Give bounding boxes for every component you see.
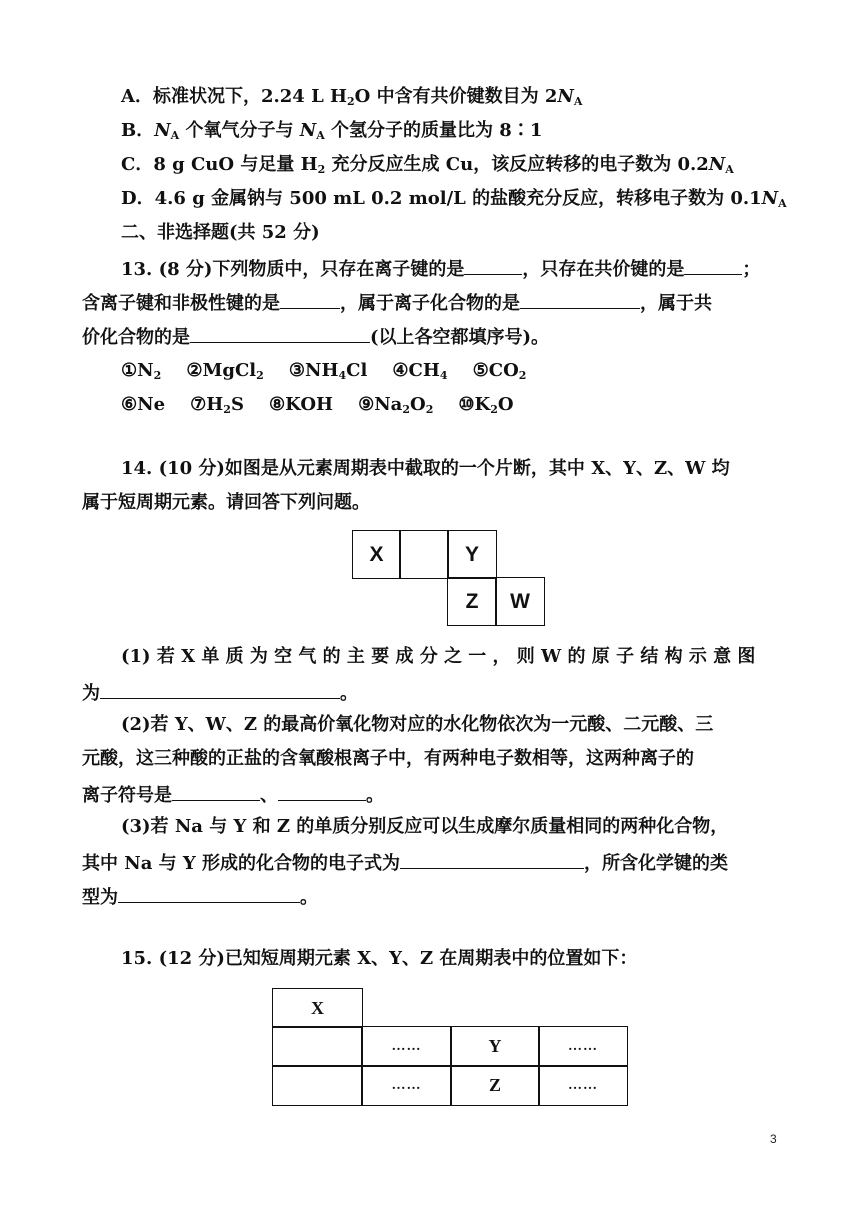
cell-dots: …… — [538, 1026, 628, 1067]
q14-part3-line1: (3)若 Na 与 Y 和 Z 的单质分别反应可以生成摩尔质量相同的两种化合物， — [121, 816, 729, 837]
q13-blank-3[interactable] — [280, 288, 340, 309]
q13-item: $③NH_4Cl$ — [288, 360, 368, 382]
q13-item: $⑩K_2O$ — [458, 394, 514, 416]
q13-line1: 13. (8 分)下列物质中，只存在离子键的是 ，只存在共价键的是 ； — [121, 254, 760, 283]
q14-blank-3[interactable] — [278, 780, 366, 801]
q14-part2-line3: 离子符号是 、 。 — [82, 780, 384, 809]
cell-dots: …… — [361, 1065, 452, 1106]
cell-x: X — [272, 988, 363, 1028]
option-a: A．标准状况下，2.24 L $H_2O$ 中含有共价键数目为 $2N_A$ — [121, 86, 583, 108]
page-number: 3 — [770, 1132, 777, 1146]
q13-item: $⑤CO_2$ — [472, 360, 527, 382]
q13-item: $①N_2$ — [121, 360, 162, 382]
q13-item: ⑥Ne — [121, 394, 166, 415]
q14-blank-5[interactable] — [118, 882, 300, 903]
option-c: C．8 g CuO 与足量 $H_2$ 充分反应生成 Cu，该反应转移的电子数为 $0.2N_A$ — [121, 154, 734, 176]
q13-line2: 含离子键和非极性键的是 ，属于离子化合物的是 ，属于共 — [82, 288, 712, 317]
q14-part3-line3: 型为 。 — [82, 882, 318, 911]
q13-item: $⑨Na_2O_2$ — [358, 394, 434, 416]
q14-part1-line2: 为 。 — [82, 678, 358, 707]
q13-items-row2 — [121, 392, 514, 423]
q14-blank-4[interactable] — [400, 848, 584, 869]
q13-item: $④CH_4$ — [392, 360, 448, 382]
q14-blank-2[interactable] — [172, 780, 260, 801]
cell-dots: …… — [538, 1065, 628, 1106]
q13-blank-4[interactable] — [520, 288, 640, 309]
q14-part2-line2: 元酸，这三种酸的正盐的含氧酸根离子中，有两种电子数相等，这两种离子的 — [82, 748, 694, 769]
cell-x: X — [352, 530, 401, 579]
q13-blank-5[interactable] — [190, 322, 370, 343]
q13-item: $⑦H_2S$ — [190, 394, 244, 416]
section-title: 二、非选择题(共 52 分) — [121, 222, 320, 243]
cell-z: Z — [447, 577, 497, 626]
q14-blank-1[interactable] — [100, 678, 340, 699]
cell-y: Y — [447, 530, 497, 579]
cell-y: Y — [450, 1026, 540, 1067]
q13-blank-2[interactable] — [684, 254, 742, 275]
q15-line1: 15. (12 分)已知短周期元素 X、Y、Z 在周期表中的位置如下： — [121, 948, 638, 969]
q14-part1-line1: (1) 若 X 单 质 为 空 气 的 主 要 成 分 之 一 ， 则 W 的 原 子 结 构 示 意 图 — [121, 646, 756, 667]
option-b: B．$N_A$ 个氧气分子与 $N_A$ 个氢分子的质量比为 8∶1 — [121, 120, 543, 142]
cell-dots: …… — [361, 1026, 452, 1067]
option-d: D．4.6 g 金属钠与 500 mL 0.2 mol/L 的盐酸充分反应，转移电子数为 $0.1N_A$ — [121, 188, 787, 210]
q13-blank-1[interactable] — [464, 254, 522, 275]
cell-z: Z — [450, 1065, 540, 1106]
cell-empty — [272, 1026, 363, 1067]
q14-line1: 14. (10 分)如图是从元素周期表中截取的一个片断，其中 X、Y、Z、W 均 — [121, 458, 730, 479]
q13-item: ②MgCl$_2$ — [186, 360, 264, 382]
cell-empty — [272, 1065, 363, 1106]
cell-empty — [399, 530, 449, 579]
q14-part3-line2: 其中 Na 与 Y 形成的化合物的电子式为 ，所含化学键的类 — [82, 848, 728, 877]
q14-part2-line1: (2)若 Y、W、Z 的最高价氧化物对应的水化物依次为一元酸、二元酸、三 — [121, 714, 714, 735]
q13-items-row1 — [121, 358, 526, 389]
q13-item: ⑧KOH — [269, 394, 333, 415]
q13-line3: 价化合物的是 (以上各空都填序号)。 — [82, 322, 549, 351]
q14-line2: 属于短周期元素。请回答下列问题。 — [82, 492, 370, 513]
cell-w: W — [495, 577, 545, 626]
